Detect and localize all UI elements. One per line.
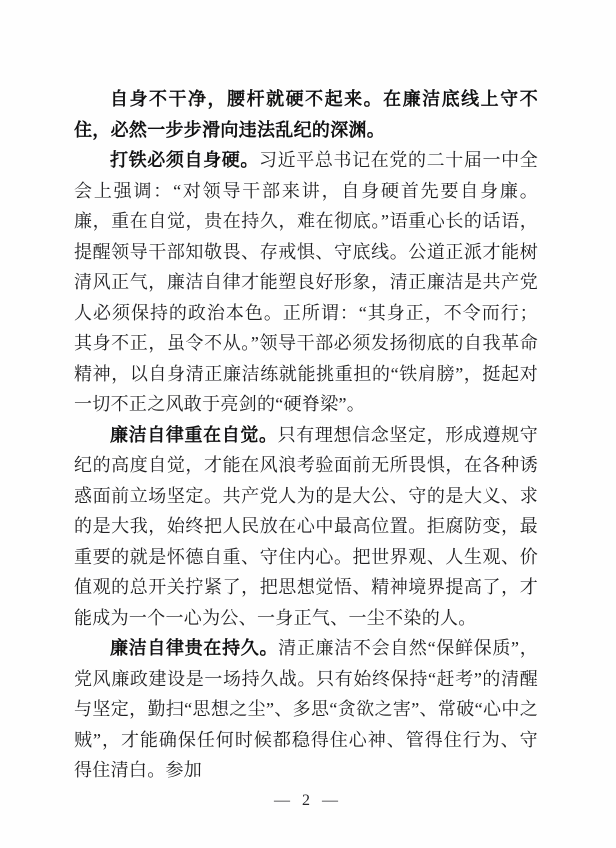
paragraph (74, 84, 538, 145)
paragraph-text: 只有理想信念坚定，形成遵规守纪的高度自觉，才能在风浪考验面前无所畏惧，在各种诱惑面前立场坚定。共产党人为的是大公、守的是大义、求的是大我，始终把人民放在心中最高位置。拒腐防变，最重要的就是怀德自重、守住内心。把世界观、人生观、价值观的总开关拧紧了，把思想觉悟、精神境界提高了，才能成为一个一心为公、一身正气、一尘不染的人。 (74, 424, 538, 628)
paragraph-lead: 廉洁自律重在自觉。 (110, 424, 278, 445)
paragraph-lead: 打铁必须自身硬。 (110, 150, 259, 170)
document-body (74, 84, 538, 786)
paragraph (74, 420, 538, 634)
paragraph-lead: 自身不干净，腰杆就硬不起来。在廉洁底线上守不住，必然一步步滑向违法乱纪的深渊。 (74, 89, 538, 140)
page-number: — 2 — (274, 792, 342, 809)
paragraph-lead: 廉洁自律贵在持久。 (110, 638, 279, 658)
paragraph-text: 清正廉洁不会自然“保鲜保质”，党风廉政建设是一场持久战。只有始终保持“赶考”的清醒与坚定，勤扫“思想之尘”、多思“贪欲之害”、常破“心中之贼”，才能确保任何时候都稳得住心神、管得住行为、守得住清白。参加 (74, 638, 538, 780)
paragraph (74, 145, 538, 420)
paragraph (74, 633, 538, 786)
paragraph-text: 习近平总书记在党的二十届一中全会上强调：“对领导干部来讲，自身硬首先要自身廉。廉，重在自觉，贵在持久，难在彻底。”语重心长的话语，提醒领导干部知敬畏、存戒惧、守底线。公道正派才能树清风正气，廉洁自律才能塑良好形象，清正廉洁是共产党人必须保持的政治本色。正所谓：“其身正，不令而行；其身不正，虽令不从。”领导干部必须发扬彻底的自我革命精神，以自身清正廉洁练就能挑重担的“铁肩膀”，挺起对一切不正之风敢于亮剑的“硬脊梁”。 (74, 150, 538, 414)
